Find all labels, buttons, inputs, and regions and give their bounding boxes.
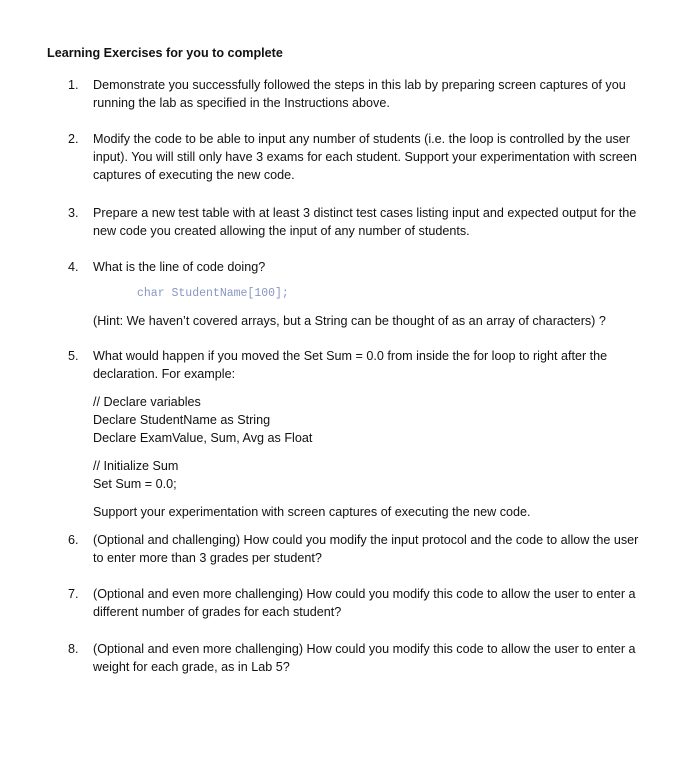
item-text: (Optional and challenging) How could you modify the input protocol and the code to allow the user to enter more than 3 grades per student? — [93, 533, 639, 565]
item-text: What would happen if you moved the Set Sum = 0.0 from inside the for loop to right after the declaration. For example: — [93, 349, 608, 381]
item-number: 4. — [68, 260, 79, 274]
pseudocode-line: // Initialize Sum — [93, 459, 179, 473]
item-number: 6. — [68, 533, 79, 547]
code-snippet: char StudentName[100]; — [137, 287, 289, 300]
item-number: 8. — [68, 642, 79, 656]
item-text: Modify the code to be able to input any number of students (i.e. the loop is controlled by the user input). You will still only have 3 exams for each student. Support your experimentation with screen captures of executing the new code. — [93, 132, 637, 182]
item-text: What is the line of code doing? — [93, 260, 266, 274]
support-text: Support your experimentation with screen captures of executing the new code. — [93, 505, 531, 519]
item-text: Demonstrate you successfully followed the steps in this lab by preparing screen captures of you running the lab as specified in the Instructions above. — [93, 78, 626, 110]
pseudocode-line: Set Sum = 0.0; — [93, 477, 177, 491]
pseudocode-block-initialize — [93, 457, 643, 493]
item-number: 7. — [68, 587, 79, 601]
section-heading: Learning Exercises for you to complete — [47, 46, 283, 60]
item-number: 1. — [68, 78, 79, 92]
pseudocode-line: Declare StudentName as String — [93, 413, 271, 427]
item-number: 2. — [68, 132, 79, 146]
item-number: 5. — [68, 349, 79, 363]
pseudocode-line: Declare ExamValue, Sum, Avg as Float — [93, 431, 313, 445]
item-text: Prepare a new test table with at least 3 distinct test cases listing input and expected output for the new code you created allowing the input of any number of students. — [93, 206, 637, 238]
item-text: (Optional and even more challenging) How could you modify this code to allow the user to enter a weight for each grade, as in Lab 5? — [93, 642, 636, 674]
pseudocode-line: // Declare variables — [93, 395, 201, 409]
item-number: 3. — [68, 206, 79, 220]
pseudocode-block-declare — [93, 393, 643, 447]
item-text: (Optional and even more challenging) How could you modify this code to allow the user to enter a different number of grades for each student? — [93, 587, 636, 619]
hint-text: (Hint: We haven’t covered arrays, but a String can be thought of as an array of characters) ? — [93, 314, 606, 328]
